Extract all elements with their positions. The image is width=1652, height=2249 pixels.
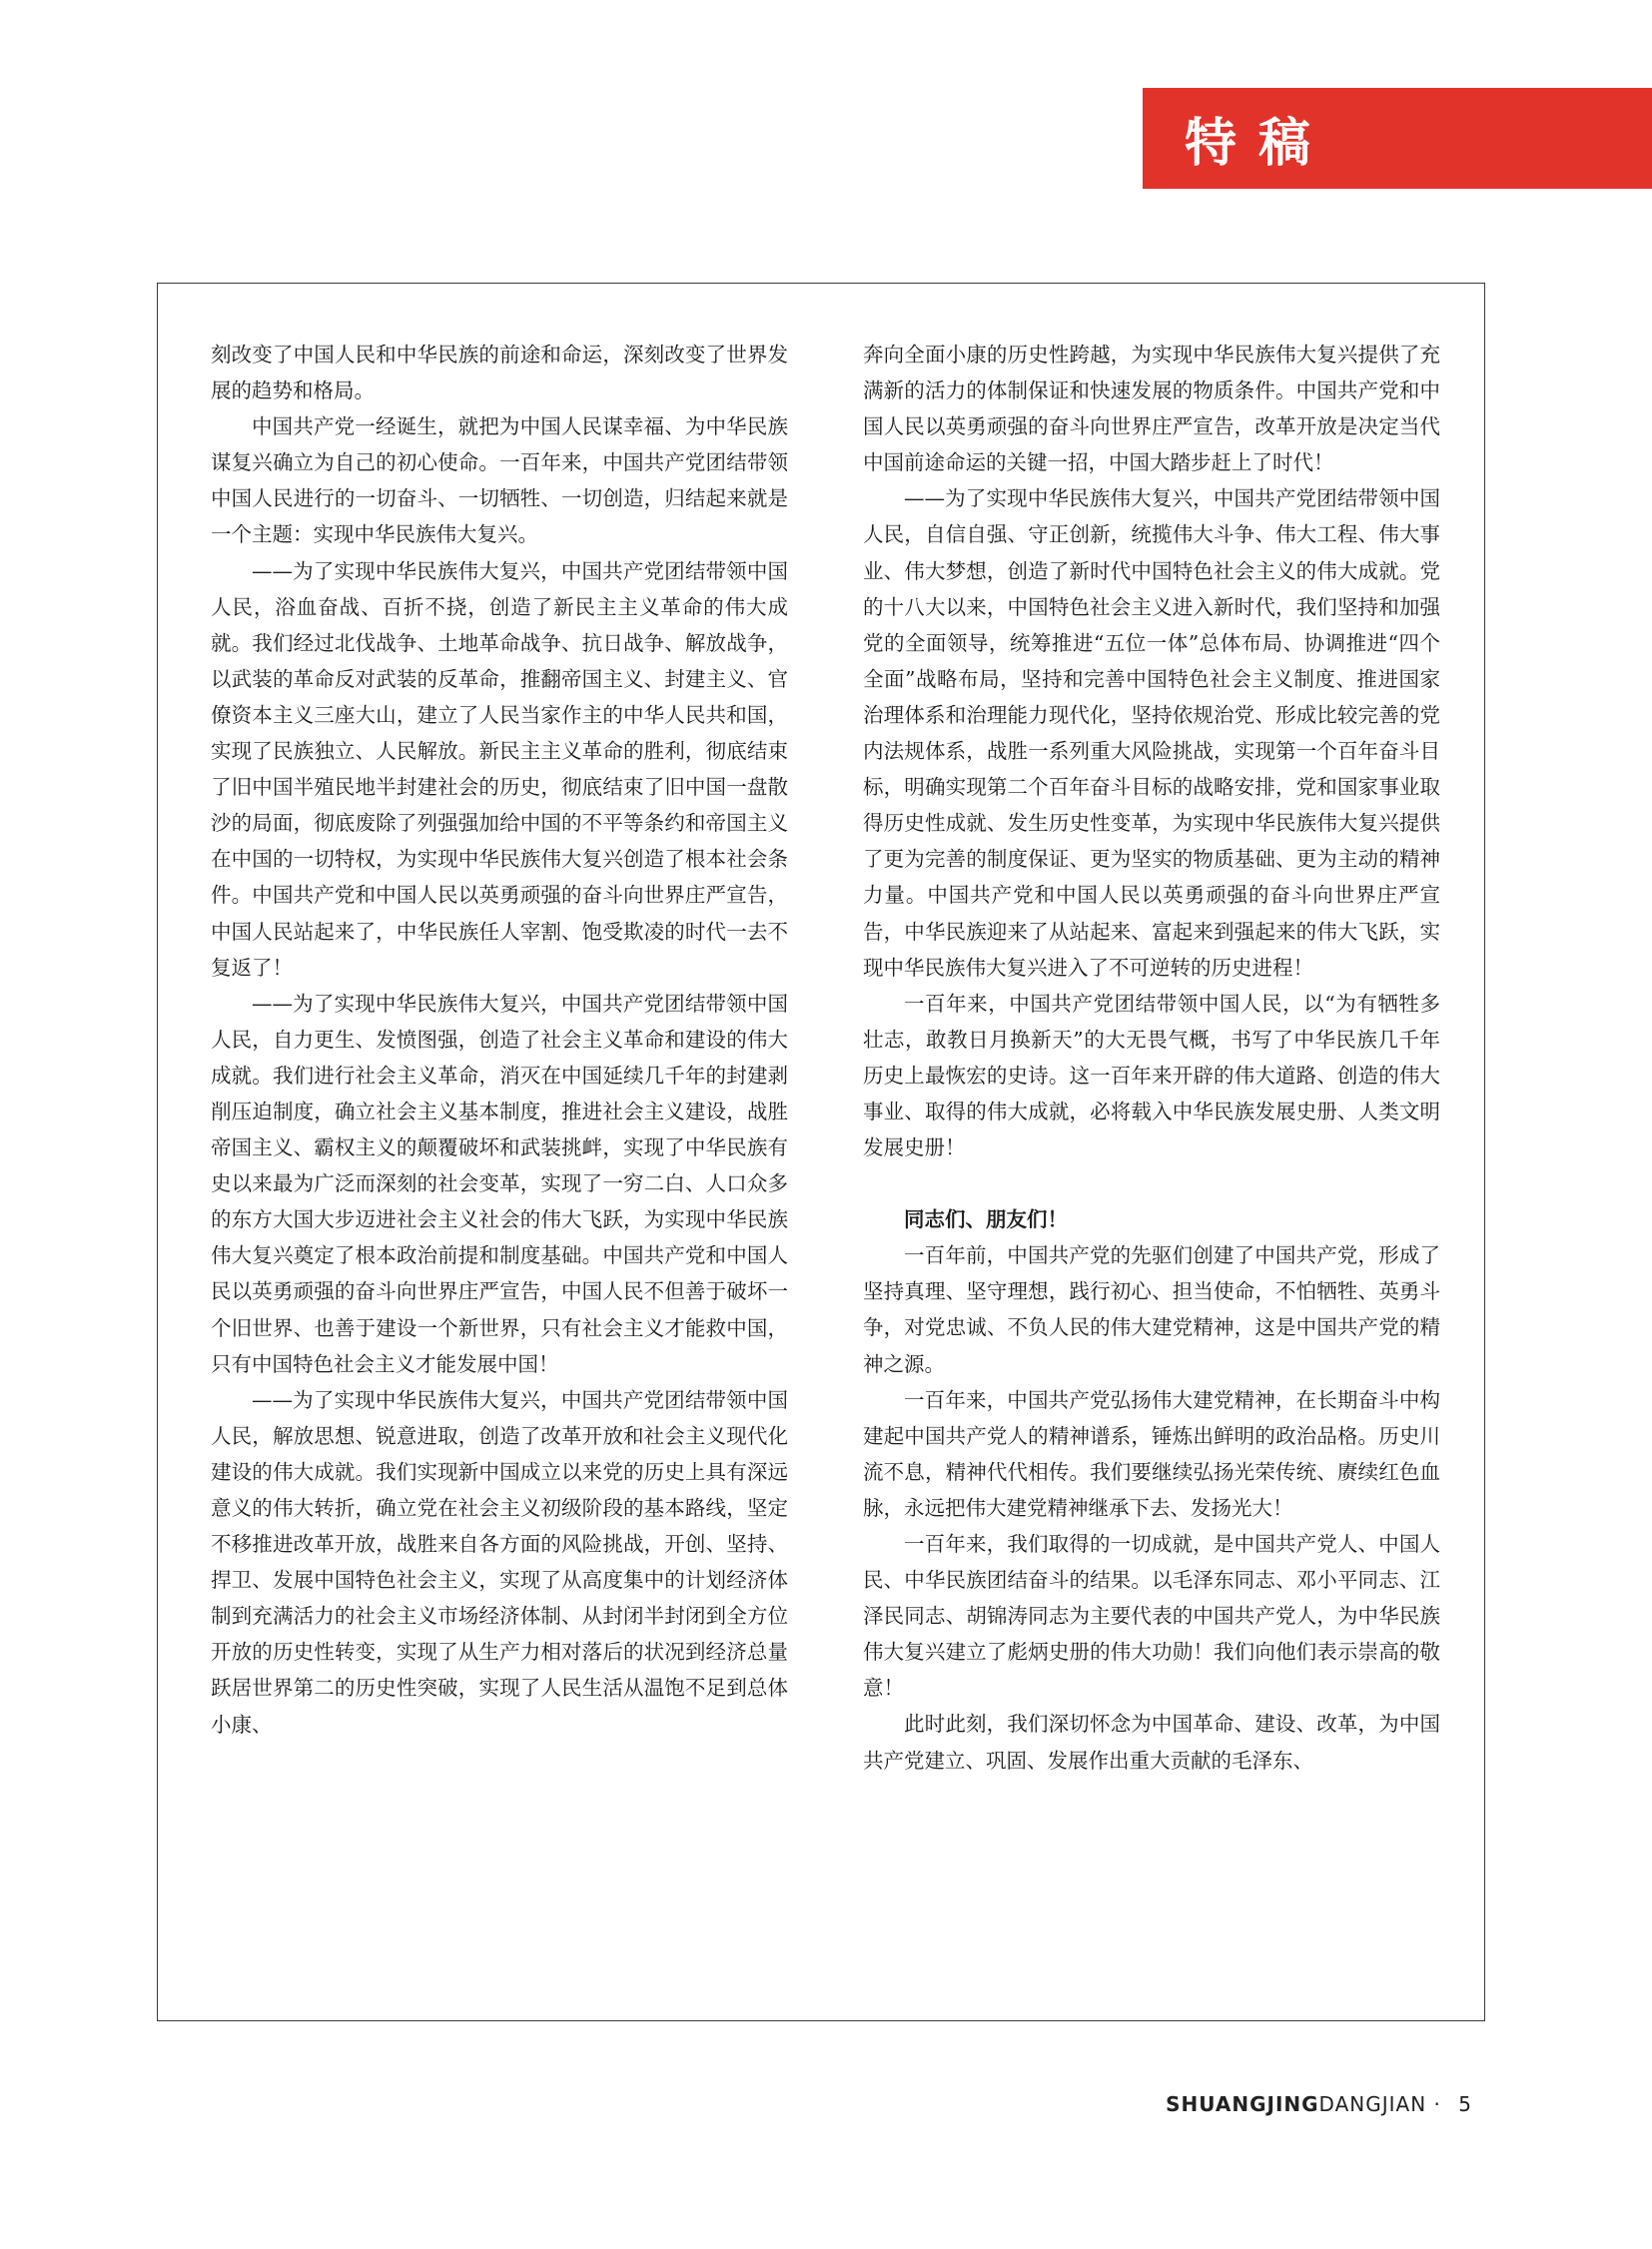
page-number: 5 — [1458, 2092, 1472, 2116]
paragraph: ——为了实现中华民族伟大复兴，中国共产党团结带领中国人民，自力更生、发愤图强，创造了社会主义革命和建设的伟大成就。我们进行社会主义革命，消灭在中国延续几千年的封建剥削压迫制度，确立社会主义基本制度，推进社会主义建设，战胜帝国主义、霸权主义的颠覆破坏和武装挑衅，实现了中华民族有史以来最为广泛而深刻的社会变革，实现了一穷二白、人口众多的东方大国大步迈进社会主义社会的伟大飞跃，为实现中华民族伟大复兴奠定了根本政治前提和制度基础。中国共产党和中国人民以英勇顽强的奋斗向世界庄严宣告，中国人民不但善于破坏一个旧世界、也善于建设一个新世界，只有社会主义才能救中国，只有中国特色社会主义才能发展中国！ — [211, 991, 788, 1376]
paragraph: 一百年前，中国共产党的先驱们创建了中国共产党，形成了坚持真理、坚守理想，践行初心、担当使命，不怕牺牲、英勇斗争，对党忠诚、不负人民的伟大建党精神，这是中国共产党的精神之源。 — [863, 1243, 1440, 1376]
paragraph: 一百年来，中国共产党弘扬伟大建党精神，在长期奋斗中构建起中国共产党人的精神谱系，锤炼出鲜明的政治品格。历史川流不息，精神代代相传。我们要继续弘扬光荣传统、赓续红色血脉，永远把伟大建党精神继承下去、发扬光大！ — [863, 1387, 1440, 1520]
paragraph: ——为了实现中华民族伟大复兴，中国共产党团结带领中国人民，浴血奋战、百折不挠，创造了新民主主义革命的伟大成就。我们经过北伐战争、土地革命战争、抗日战争、解放战争，以武装的革命反对武装的反革命，推翻帝国主义、封建主义、官僚资本主义三座大山，建立了人民当家作主的中华人民共和国，实现了民族独立、人民解放。新民主主义革命的胜利，彻底结束了旧中国半殖民地半封建社会的历史，彻底结束了旧中国一盘散沙的局面，彻底废除了列强强加给中国的不平等条约和帝国主义在中国的一切特权，为实现中华民族伟大复兴创造了根本社会条件。中国共产党和中国人民以英勇顽强的奋斗向世界庄严宣告，中国人民站起来了，中华民族任人宰割、饱受欺凌的时代一去不复返了！ — [211, 558, 788, 980]
section-heading: 同志们、朋友们！ — [904, 1207, 1068, 1232]
left-column — [211, 337, 788, 1743]
paragraph: ——为了实现中华民族伟大复兴，中国共产党团结带领中国人民，自信自强、守正创新，统揽伟大斗争、伟大工程、伟大事业、伟大梦想，创造了新时代中国特色社会主义的伟大成就。党的十八大以来，中国特色社会主义进入新时代，我们坚持和加强党的全面领导，统筹推进“五位一体”总体布局、协调推进“四个全面”战略布局，坚持和完善中国特色社会主义制度、推进国家治理体系和治理能力现代化，坚持依规治党、形成比较完善的党内法规体系，战胜一系列重大风险挑战，实现第一个百年奋斗目标，明确实现第二个百年奋斗目标的战略安排，党和国家事业取得历史性成就、发生历史性变革，为实现中华民族伟大复兴提供了更为完善的制度保证、更为坚实的物质基础、更为主动的精神力量。中国共产党和中国人民以英勇顽强的奋斗向世界庄严宣告，中华民族迎来了从站起来、富起来到强起来的伟大飞跃，实现中华民族伟大复兴进入了不可逆转的历史进程！ — [863, 486, 1440, 980]
paragraph: ——为了实现中华民族伟大复兴，中国共产党团结带领中国人民，解放思想、锐意进取，创造了改革开放和社会主义现代化建设的伟大成就。我们实现新中国成立以来党的历史上具有深远意义的伟大转折，确立党在社会主义初级阶段的基本路线，坚定不移推进改革开放，战胜来自各方面的风险挑战，开创、坚持、捍卫、发展中国特色社会主义，实现了从高度集中的计划经济体制到充满活力的社会主义市场经济体制、从封闭半封闭到全方位开放的历史性转变，实现了从生产力相对落后的状况到经济总量跃居世界第二的历史性突破，实现了人民生活从温饱不足到总体小康、 — [211, 1387, 788, 1737]
paragraph: 奔向全面小康的历史性跨越，为实现中华民族伟大复兴提供了充满新的活力的体制保证和快速发展的物质条件。中国共产党和中国人民以英勇顽强的奋斗向世界庄严宣告，改革开放是决定当代中国前途命运的关键一招，中国大踏步赶上了时代！ — [863, 343, 1440, 475]
footer-brand-bold: SHUANGJING — [1166, 2092, 1319, 2116]
section-title: 特稿 — [1185, 114, 1333, 174]
footer-brand-regular: DANGJIAN — [1318, 2092, 1427, 2116]
paragraph: 此时此刻，我们深切怀念为中国革命、建设、改革，为中国共产党建立、巩固、发展作出重大贡献的毛泽东、 — [863, 1712, 1440, 1773]
paragraph: 刻改变了中国人民和中华民族的前途和命运，深刻改变了世界发展的趋势和格局。 — [211, 343, 788, 403]
right-column — [863, 337, 1440, 1779]
paragraph: 一百年来，中国共产党团结带领中国人民，以“为有牺牲多壮志，敢教日月换新天”的大无畏气概，书写了中华民族几千年历史上最恢宏的史诗。这一百年来开辟的伟大道路、创造的伟大事业、取得的伟大成就，必将载入中华民族发展史册、人类文明发展史册！ — [863, 991, 1440, 1160]
section-banner — [1143, 88, 1652, 189]
footer-separator: · — [1433, 2092, 1441, 2116]
page-footer — [1166, 2092, 1472, 2116]
paragraph: 一百年来，我们取得的一切成就，是中国共产党人、中国人民、中华民族团结奋斗的结果。以毛泽东同志、邓小平同志、江泽民同志、胡锦涛同志为主要代表的中国共产党人，为中华民族伟大复兴建立了彪炳史册的伟大功勋！我们向他们表示崇高的敬意！ — [863, 1532, 1440, 1701]
paragraph: 中国共产党一经诞生，就把为中国人民谋幸福、为中华民族谋复兴确立为自己的初心使命。一百年来，中国共产党团结带领中国人民进行的一切奋斗、一切牺牲、一切创造，归结起来就是一个主题：实现中华民族伟大复兴。 — [211, 414, 788, 547]
